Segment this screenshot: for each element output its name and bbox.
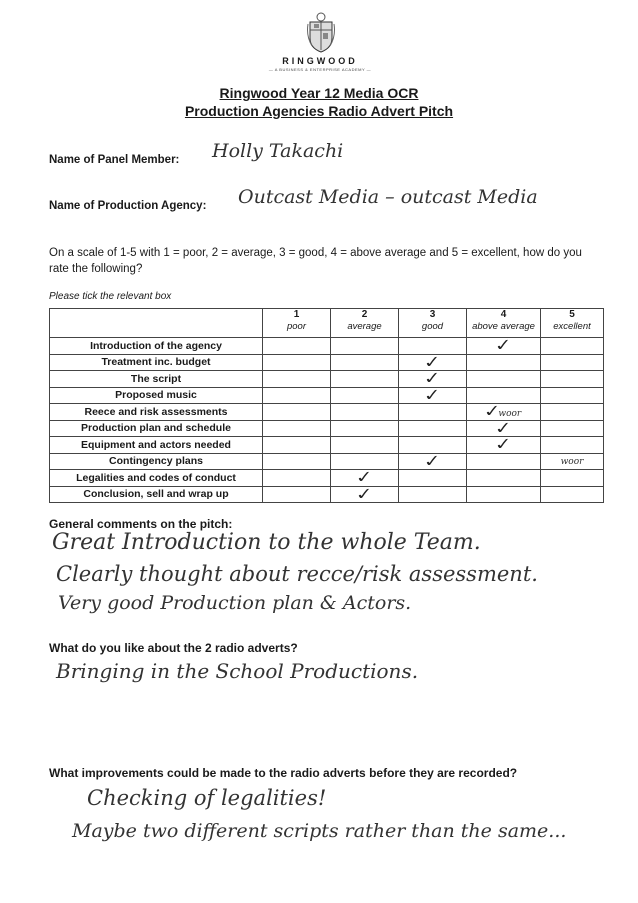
rating-header-row bbox=[50, 309, 604, 338]
tick-mark: ✓ bbox=[422, 450, 443, 471]
tick-mark: ✓ bbox=[493, 335, 514, 356]
likes-answer: Bringing in the School Productions. bbox=[56, 659, 419, 683]
improvements-answer-line: Maybe two different scripts rather than the same... bbox=[72, 820, 567, 842]
rating-table bbox=[49, 308, 604, 503]
rating-row bbox=[50, 470, 604, 487]
rating-cell-4[interactable] bbox=[467, 335, 541, 356]
rating-cell-3[interactable] bbox=[399, 384, 467, 405]
rating-cell-4[interactable] bbox=[467, 470, 541, 487]
agency-label: Name of Production Agency: bbox=[49, 200, 207, 212]
rating-cell-3[interactable] bbox=[399, 420, 467, 437]
tick-mark: ✓ bbox=[493, 417, 514, 438]
school-name: RINGWOOD bbox=[282, 56, 358, 66]
criterion-label: Contingency plans bbox=[50, 453, 263, 470]
rating-cell-1[interactable] bbox=[263, 387, 331, 404]
scale-instructions: On a scale of 1-5 with 1 = poor, 2 = average, 3 = good, 4 = above average and 5 = excellent, how do you rate the following? bbox=[49, 247, 582, 275]
crossed-out-scrawl: woor bbox=[498, 409, 522, 420]
panel-member-value: Holly Takachi bbox=[212, 140, 344, 162]
tick-mark: ✓ bbox=[354, 483, 375, 504]
rating-cell-1[interactable] bbox=[263, 486, 331, 503]
likes-label: What do you like about the 2 radio adverts? bbox=[49, 641, 298, 655]
rating-col-header: 1 poor bbox=[263, 309, 331, 338]
rating-cell-3[interactable] bbox=[399, 368, 467, 389]
rating-cell-1[interactable] bbox=[263, 404, 331, 421]
form-title: Ringwood Year 12 Media OCR bbox=[219, 85, 419, 101]
rating-cell-1[interactable] bbox=[263, 420, 331, 437]
criterion-label: Conclusion, sell and wrap up bbox=[50, 486, 263, 503]
form-subtitle: Production Agencies Radio Advert Pitch bbox=[184, 103, 454, 119]
rating-col-header: 3 good bbox=[399, 309, 467, 338]
rating-cell-3[interactable] bbox=[399, 450, 467, 471]
rating-cell-5[interactable] bbox=[541, 371, 604, 388]
rating-cell-4[interactable] bbox=[467, 371, 541, 388]
panel-member-label: Name of Panel Member: bbox=[49, 154, 180, 166]
rating-cell-4[interactable] bbox=[467, 453, 541, 470]
school-tagline: — A BUSINESS & ENTERPRISE ACADEMY — bbox=[268, 67, 372, 72]
tick-mark: ✓ bbox=[493, 434, 514, 455]
criterion-label: Reece and risk assessments bbox=[50, 404, 263, 421]
tick-mark: ✓ bbox=[422, 384, 443, 405]
improvements-label: What improvements could be made to the radio adverts before they are recorded? bbox=[49, 766, 518, 780]
rating-cell-1[interactable] bbox=[263, 371, 331, 388]
rating-cell-2[interactable] bbox=[331, 338, 399, 355]
rating-cell-4[interactable] bbox=[467, 486, 541, 503]
rating-cell-5[interactable] bbox=[541, 387, 604, 404]
criterion-label: Proposed music bbox=[50, 387, 263, 404]
rating-row bbox=[50, 437, 604, 454]
rating-cell-3[interactable] bbox=[399, 486, 467, 503]
agency-value: Outcast Media – outcast Media bbox=[238, 186, 538, 208]
improvements-answer-line: Checking of legalities! bbox=[87, 786, 327, 810]
general-comment-line: Clearly thought about recce/risk assessment. bbox=[56, 562, 538, 586]
rating-cell-2[interactable] bbox=[331, 354, 399, 371]
criterion-label: Treatment inc. budget bbox=[50, 354, 263, 371]
rating-cell-1[interactable] bbox=[263, 354, 331, 371]
rating-cell-2[interactable] bbox=[331, 467, 399, 488]
rating-row bbox=[50, 371, 604, 388]
tick-mark: ✓ bbox=[354, 467, 375, 488]
general-comments-label: General comments on the pitch: bbox=[49, 517, 233, 531]
rating-cell-1[interactable] bbox=[263, 338, 331, 355]
rating-row bbox=[50, 387, 604, 404]
school-crest-logo bbox=[306, 12, 336, 56]
tick-instruction: Please tick the relevant box bbox=[49, 291, 172, 302]
rating-cell-1[interactable] bbox=[263, 453, 331, 470]
rating-cell-4[interactable] bbox=[467, 434, 541, 455]
rating-cell-2[interactable] bbox=[331, 404, 399, 421]
rating-cell-1[interactable] bbox=[263, 437, 331, 454]
rating-cell-5[interactable] bbox=[541, 338, 604, 355]
criterion-label: Legalities and codes of conduct bbox=[50, 470, 263, 487]
general-comment-line: Great Introduction to the whole Team. bbox=[52, 530, 481, 555]
tick-mark: ✓ bbox=[482, 401, 502, 422]
rating-cell-2[interactable] bbox=[331, 437, 399, 454]
rating-col-header: 2 average bbox=[331, 309, 399, 338]
rating-cell-3[interactable] bbox=[399, 404, 467, 421]
rating-cell-3[interactable] bbox=[399, 338, 467, 355]
rating-cell-5[interactable] bbox=[541, 486, 604, 503]
rating-row bbox=[50, 338, 604, 355]
criterion-label: Introduction of the agency bbox=[50, 338, 263, 355]
rating-row bbox=[50, 420, 604, 437]
rating-cell-5[interactable] bbox=[541, 453, 604, 470]
rating-cell-2[interactable] bbox=[331, 371, 399, 388]
criterion-label: Production plan and schedule bbox=[50, 420, 263, 437]
rating-cell-5[interactable] bbox=[541, 404, 604, 421]
criterion-label: The script bbox=[50, 371, 263, 388]
rating-cell-5[interactable] bbox=[541, 470, 604, 487]
criteria-header bbox=[50, 309, 263, 338]
rating-cell-2[interactable] bbox=[331, 420, 399, 437]
criterion-label: Equipment and actors needed bbox=[50, 437, 263, 454]
rating-cell-2[interactable] bbox=[331, 483, 399, 504]
rating-row bbox=[50, 404, 604, 421]
rating-col-header: 4 above average bbox=[467, 309, 541, 338]
rating-cell-1[interactable] bbox=[263, 470, 331, 487]
rating-cell-2[interactable] bbox=[331, 387, 399, 404]
rating-cell-5[interactable] bbox=[541, 420, 604, 437]
rating-cell-4[interactable] bbox=[467, 387, 541, 404]
general-comment-line: Very good Production plan & Actors. bbox=[58, 592, 412, 614]
rating-row bbox=[50, 453, 604, 470]
tick-mark: ✓ bbox=[422, 351, 443, 372]
rating-cell-5[interactable] bbox=[541, 437, 604, 454]
rating-row bbox=[50, 354, 604, 371]
rating-cell-3[interactable] bbox=[399, 437, 467, 454]
rating-row bbox=[50, 486, 604, 503]
tick-mark: ✓ bbox=[422, 368, 443, 389]
rating-col-header: 5 excellent bbox=[541, 309, 604, 338]
crossed-out-scrawl: woor bbox=[560, 457, 584, 468]
rating-cell-4[interactable] bbox=[467, 354, 541, 371]
rating-cell-4[interactable] bbox=[467, 401, 541, 422]
rating-cell-3[interactable] bbox=[399, 470, 467, 487]
rating-cell-5[interactable] bbox=[541, 354, 604, 371]
